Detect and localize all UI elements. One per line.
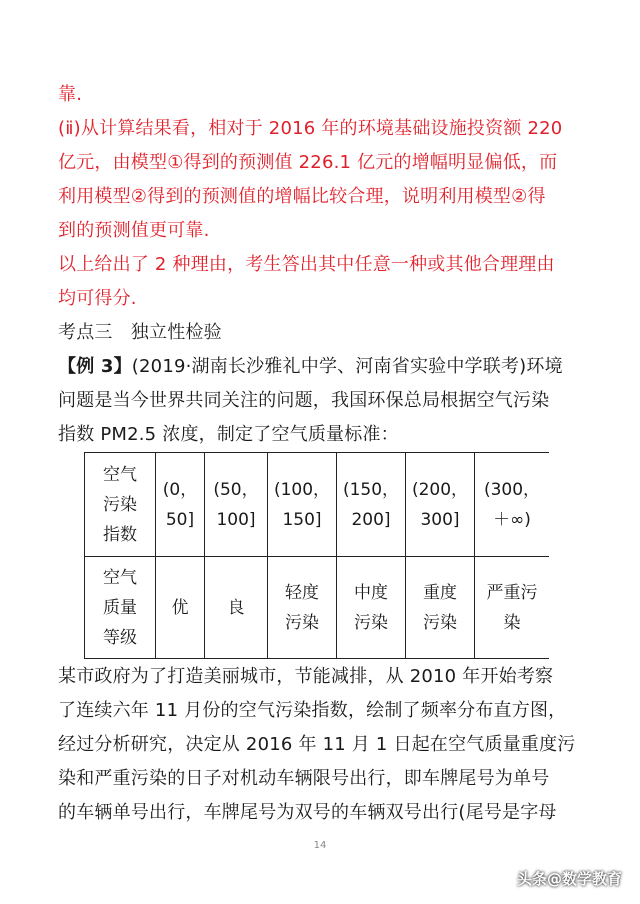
- paragraph-line: 染和严重污染的日子对机动车辆限号出行，即车牌尾号为单号: [58, 768, 550, 789]
- table-cell: (100， 150]: [268, 453, 337, 557]
- answer-line: 以上给出了 2 种理由，考生答出其中任意一种或其他合理理由: [58, 254, 555, 275]
- table-cell: (150， 200]: [337, 453, 406, 557]
- table-cell: (0， 50]: [156, 453, 205, 557]
- table-header-cell: 空气 质量 等级: [85, 557, 156, 659]
- table-cell: 重度 污染: [406, 557, 475, 659]
- table-cell: (200， 300]: [406, 453, 475, 557]
- page-number: 14: [313, 840, 327, 851]
- table-cell: (50， 100]: [205, 453, 268, 557]
- example-line: 指数 PM2.5 浓度，制定了空气质量标准：: [58, 424, 399, 445]
- paragraph-line: 某市政府为了打造美丽城市，节能减排，从 2010 年开始考察: [58, 666, 554, 687]
- paragraph-block: [58, 660, 598, 830]
- table-header-cell: 空气 污染 指数: [85, 453, 156, 557]
- example-text: (2019·湖南长沙雅礼中学、河南省实验中学联考)环境: [131, 356, 563, 377]
- paragraph-line: 了连续六年 11 月份的空气污染指数，绘制了频率分布直方图，: [58, 700, 567, 721]
- table-cell: 中度 污染: [337, 557, 406, 659]
- example-label: 【例 3】: [58, 356, 132, 377]
- air-quality-table: [84, 452, 549, 659]
- example-block: [58, 316, 598, 452]
- answer-line: 亿元，由模型①得到的预测值 226.1 亿元的增幅明显偏低，而: [58, 152, 558, 173]
- answer-line: 利用模型②得到的预测值的增幅比较合理，说明利用模型②得: [58, 186, 546, 207]
- answer-line: (ⅱ)从计算结果看，相对于 2016 年的环境基础设施投资额 220: [58, 118, 563, 139]
- answer-block: [58, 78, 598, 316]
- answer-line: 靠.: [58, 84, 83, 105]
- table-row: [85, 453, 550, 557]
- answer-line: 均可得分.: [58, 288, 137, 309]
- example-line: [58, 350, 598, 384]
- paragraph-line: 的车辆单号出行，车牌尾号为双号的车辆双号出行(尾号是字母: [58, 802, 557, 823]
- paragraph-line: 经过分析研究，决定从 2016 年 11 月 1 日起在空气质量重度污: [58, 734, 576, 755]
- example-line: 问题是当今世界共同关注的问题，我国环保总局根据空气污染: [58, 390, 550, 411]
- answer-line: 到的预测值更可靠.: [58, 220, 210, 241]
- table-cell: 优: [156, 557, 205, 659]
- table-cell: (300， ＋∞): [475, 453, 550, 557]
- table-row: [85, 557, 550, 659]
- table-cell: 良: [205, 557, 268, 659]
- watermark: 头条@数学教育: [516, 870, 622, 888]
- section-title: 考点三 独立性检验: [58, 322, 222, 343]
- table-cell: 轻度 污染: [268, 557, 337, 659]
- table-cell: 严重污 染: [475, 557, 550, 659]
